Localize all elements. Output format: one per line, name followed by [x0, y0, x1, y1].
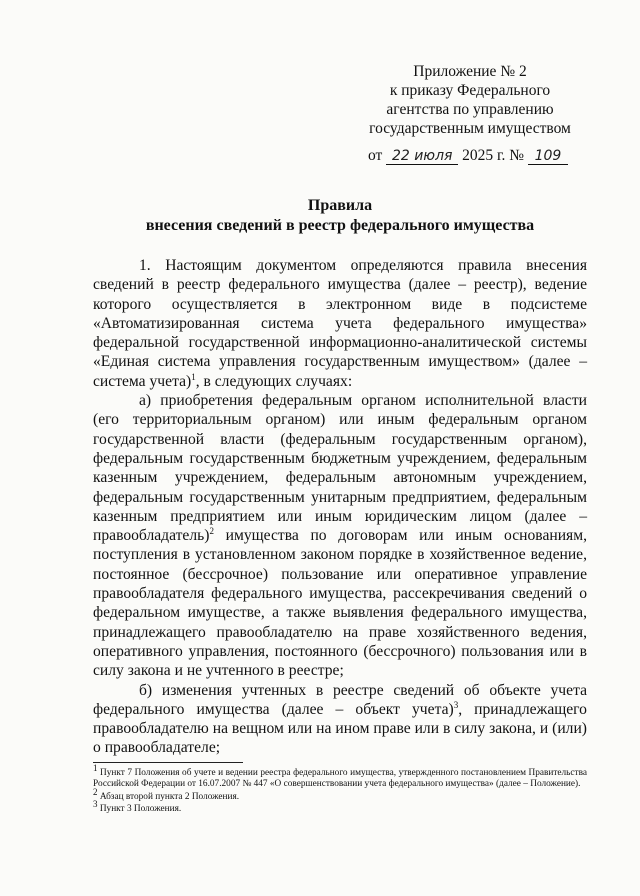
paragraph-a: а) приобретения федеральным органом исполнительной власти (его территориальным органом) или иным федеральным органом государственной власти (федеральным государственным органом), федеральным государственным бюджетным учреждением, федеральным казенным учреждением, федеральным автономным учреждением, федеральным государственным унитарным предприятием, федеральным казенным предприятием или иным юридическим лицом (далее – правообладатель)$^2$ имущества по договорам или иным основаниям, поступления в установленном законом порядке в хозяйственное ведение, постоянное (бессрочное) пользование или оперативное управление правообладателя федерального имущества, рассекречивания сведений о федеральном имуществе, а также выявления федерального имущества, принадлежащего правообладателю на праве хозяйственного ведения, оперативного управления, постоянного (бессрочного) пользования или в силу закона и не учтенного в реестре;	[93, 392, 587, 680]
order-year: 2025 г. №	[462, 147, 525, 164]
order-prefix: от	[368, 147, 383, 164]
footnotes	[93, 763, 587, 816]
document-subtitle: внесения сведений в реестр федерального имущества	[145, 217, 535, 234]
appendix-line: государственным имуществом	[369, 120, 571, 137]
appendix-line: агентства по управлению	[386, 101, 554, 118]
paragraph-b: б) изменения учтенных в реестре сведений об объекте учета федерального имущества (далее – объект учета)$^3$, принадлежащего правообладателю на вещном или на ином праве или в силу закона, и (или) о правообладателе;	[93, 681, 587, 757]
order-date-line	[368, 147, 588, 165]
footnote-divider	[93, 762, 243, 763]
handwritten-date: 22 июля	[386, 148, 458, 165]
footnote-ref: 3	[453, 699, 459, 710]
handwritten-number: 109	[528, 148, 568, 165]
paragraph-1: 1. Настоящим документом определяются правила внесения сведений в реестр федерального имущества (далее – реестр), ведение которого осуществляется в электронном виде в подсистеме «Автоматизированная система учета федерального имущества» федеральной государственной информационно-аналитической системы «Единая система управления государственным имуществом» (далее – система учета)$^1$, в следующих случаях:	[93, 257, 587, 390]
footnote-ref: 2	[209, 525, 214, 536]
footnote-item: $^3$ Пункт 3 Положения.	[93, 798, 182, 814]
appendix-line: Приложение № 2	[413, 63, 527, 80]
footnote-item: $^2$ Абзац второй пункта 2 Положения.	[93, 786, 240, 802]
appendix-header	[365, 62, 575, 138]
footnote-item: $^1$ Пункт 7 Положения об учете и ведении реестра федерального имущества, утвержденного постановлением Правительства Российской Федерации от 16.07.2007 № 447 «О совершенствовании учета федерального имущества» (далее – Положение).	[93, 763, 587, 790]
document-body	[93, 256, 587, 758]
appendix-line: к приказу Федерального	[389, 82, 551, 99]
document-title: Правила	[307, 197, 373, 214]
footnote-ref: 1	[191, 371, 196, 382]
